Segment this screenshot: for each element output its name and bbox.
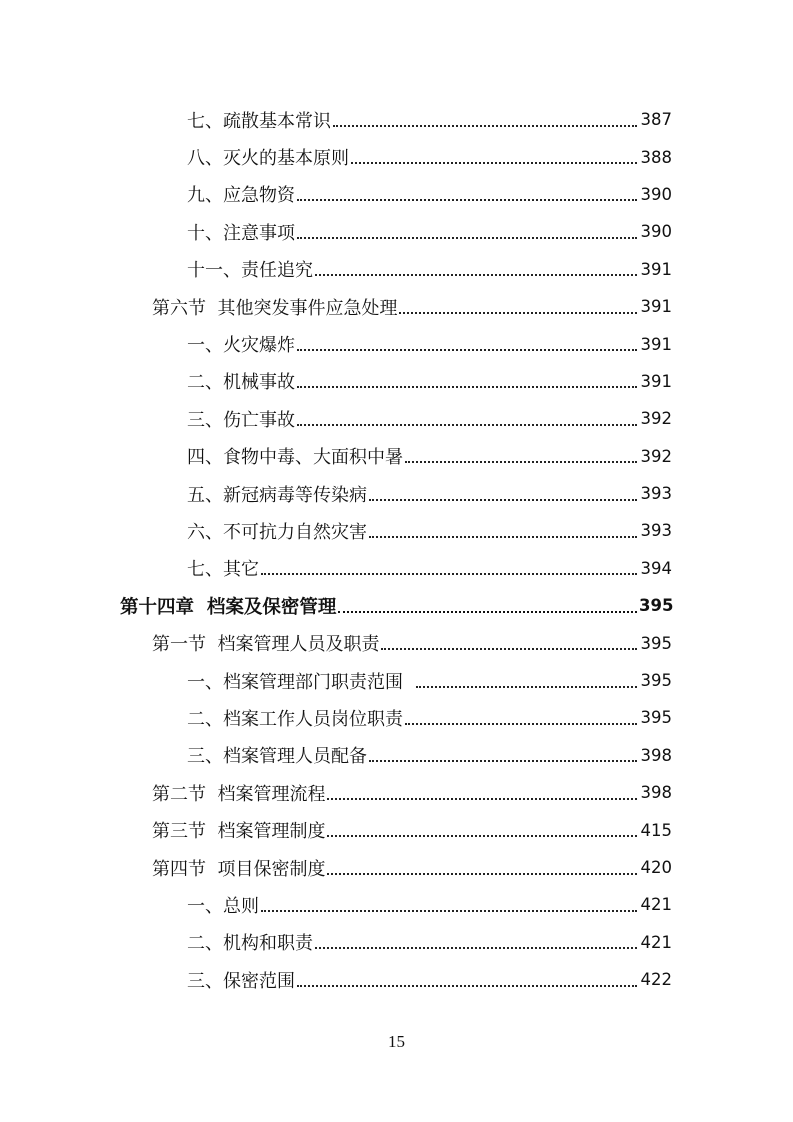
dot-leader [297,219,637,239]
dot-leader [338,593,637,613]
toc-entry-page: 390 [640,184,672,204]
toc-entry-label: 十、注意事项 [187,222,295,244]
dot-leader [369,518,637,538]
toc-subsection-entry[interactable] [0,400,793,437]
toc-entry-page: 395 [639,596,674,616]
toc-entry-label: 三、保密范围 [187,970,295,992]
toc-section-entry[interactable] [0,849,793,886]
toc-entry-label: 一、火灾爆炸 [187,335,295,357]
toc-subsection-entry[interactable] [0,438,793,475]
toc-entry-page: 393 [640,521,672,541]
toc-section-entry[interactable] [0,624,793,661]
toc-entry-page: 395 [640,708,672,728]
toc-subsection-entry[interactable] [0,961,793,998]
dot-leader [315,929,637,949]
toc-entry-page: 391 [640,259,672,279]
toc-entry-page: 398 [640,783,672,803]
dot-leader [405,443,637,463]
toc-entry-page: 420 [640,858,672,877]
toc-entry-label: 七、疏散基本常识 [187,110,331,132]
dot-leader [369,481,637,501]
toc-entry-label: 十一、责任追究 [187,260,313,282]
toc-subsection-entry[interactable] [0,550,793,587]
toc-entry-label: 第十四章 档案及保密管理 [120,596,337,618]
toc-entry-page: 394 [640,558,672,578]
dot-leader [399,294,637,314]
toc-entry-label: 一、档案管理部门职责范围 [187,671,415,693]
dot-leader [297,967,637,987]
toc-entry-page: 393 [640,484,672,504]
toc-entry-label: 第六节 其他突发事件应急处理 [152,297,398,319]
toc-entry-label: 二、机械事故 [187,372,295,394]
toc-subsection-entry[interactable] [0,512,793,549]
toc-entry-page: 395 [640,671,672,691]
toc-entry-label: 三、档案管理人员配备 [187,746,367,768]
table-of-contents [0,101,793,998]
toc-section-entry[interactable] [0,811,793,848]
dot-leader [297,406,637,426]
toc-entry-label: 二、机构和职责 [187,933,313,955]
dot-leader [315,256,637,276]
toc-entry-page: 392 [640,409,672,429]
toc-subsection-entry[interactable] [0,325,793,362]
toc-entry-label: 第四节 项目保密制度 [152,858,326,880]
toc-entry-label: 三、伤亡事故 [187,409,295,431]
toc-entry-page: 390 [640,222,672,242]
dot-leader [405,705,637,725]
toc-entry-page: 421 [640,932,672,952]
toc-entry-label: 九、应急物资 [187,185,295,207]
toc-entry-label: 第一节 档案管理人员及职责 [152,634,380,656]
dot-leader [297,181,637,201]
dot-leader [261,892,637,912]
toc-subsection-entry[interactable] [0,251,793,288]
toc-entry-label: 一、总则 [187,895,259,917]
dot-leader [327,780,637,800]
toc-entry-label: 第二节 档案管理流程 [152,783,326,805]
toc-entry-page: 391 [640,334,672,354]
toc-entry-page: 422 [640,970,672,990]
toc-subsection-entry[interactable] [0,886,793,923]
dot-leader [327,817,637,837]
toc-entry-page: 387 [640,110,672,130]
toc-entry-page: 415 [640,820,672,840]
toc-entry-page: 388 [640,147,672,167]
toc-entry-page: 391 [640,371,672,391]
toc-entry-page: 395 [640,633,672,653]
dot-leader [261,555,637,575]
dot-leader [297,368,637,388]
toc-subsection-entry[interactable] [0,101,793,138]
toc-subsection-entry[interactable] [0,363,793,400]
dot-leader [416,668,637,688]
toc-entry-label: 四、食物中毒、大面积中暑 [187,447,403,469]
toc-entry-label: 第三节 档案管理制度 [152,821,326,843]
dot-leader [369,742,637,762]
toc-subsection-entry[interactable] [0,176,793,213]
toc-subsection-entry[interactable] [0,475,793,512]
toc-entry-page: 392 [640,446,672,466]
toc-entry-label: 六、不可抗力自然灾害 [187,521,367,543]
dot-leader [381,630,637,650]
toc-entry-page: 391 [640,297,672,317]
toc-section-entry[interactable] [0,774,793,811]
toc-entry-label: 八、灭火的基本原则 [187,148,349,170]
toc-subsection-entry[interactable] [0,924,793,961]
toc-entry-label: 二、档案工作人员岗位职责 [187,708,403,730]
page-number: 15 [388,1032,405,1051]
dot-leader [297,331,637,351]
toc-subsection-entry[interactable] [0,737,793,774]
dot-leader [351,144,637,164]
toc-entry-page: 398 [640,745,672,765]
toc-chapter-entry[interactable] [0,587,793,624]
dot-leader [333,107,637,127]
toc-section-entry[interactable] [0,288,793,325]
toc-subsection-entry[interactable] [0,662,793,699]
toc-subsection-entry[interactable] [0,699,793,736]
toc-subsection-entry[interactable] [0,138,793,175]
toc-subsection-entry[interactable] [0,213,793,250]
toc-entry-label: 七、其它 [187,559,259,581]
toc-entry-label: 五、新冠病毒等传染病 [187,484,367,506]
dot-leader [327,855,637,875]
toc-entry-page: 421 [640,895,672,915]
